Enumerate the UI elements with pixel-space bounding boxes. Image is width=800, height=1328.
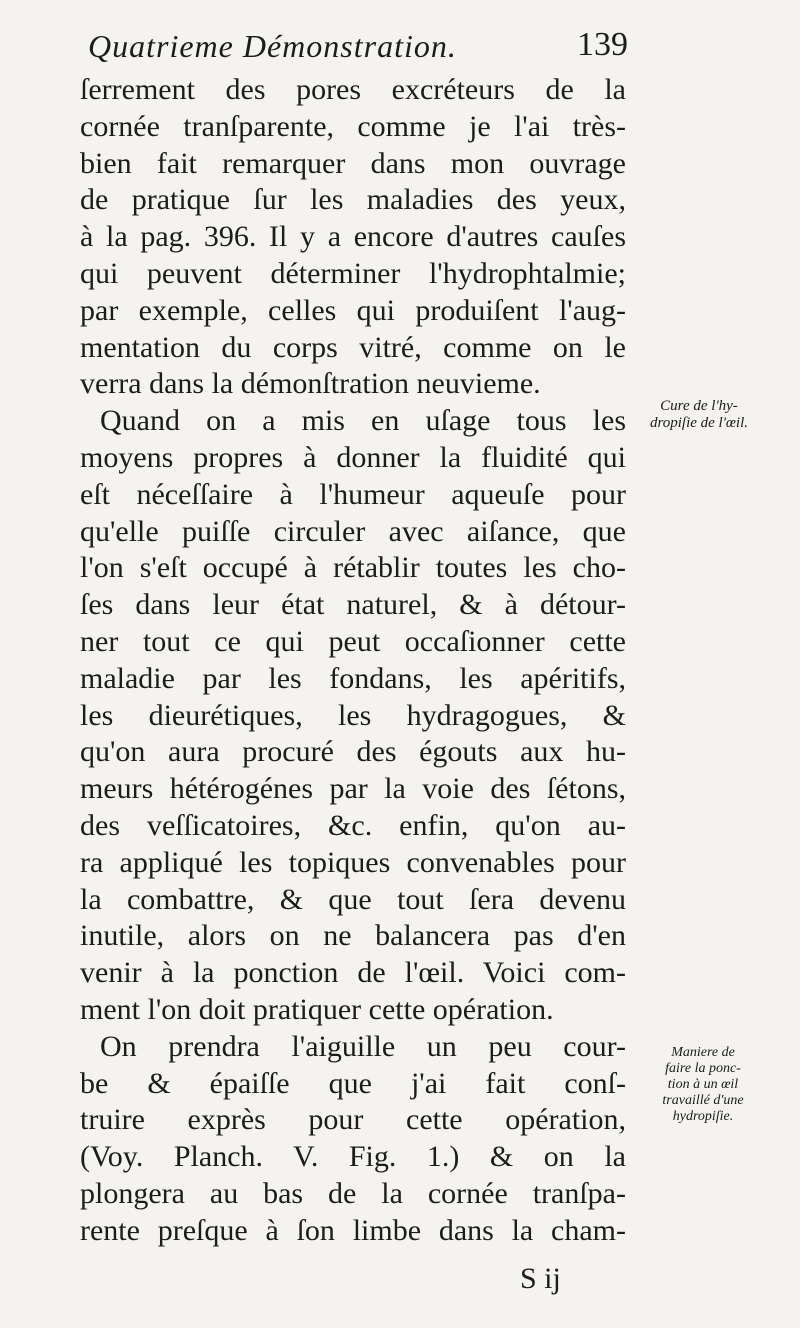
text-line: des veſſicatoires, &c. enfin, qu'on au- bbox=[80, 808, 626, 842]
text-line: par exemple, celles qui produiſent l'aug- bbox=[80, 293, 626, 327]
page-number: 139 bbox=[577, 26, 628, 63]
text-line: ſes dans leur état naturel, & à détour- bbox=[80, 588, 626, 622]
text-line: bien fait remarquer dans mon ouvrage bbox=[80, 146, 626, 180]
margin-note-line: Maniere de bbox=[671, 1045, 735, 1060]
margin-note-line: travaillé d'une bbox=[662, 1093, 744, 1108]
text-line: plongera au bas de la cornée tranſpa- bbox=[80, 1176, 626, 1210]
margin-note-line: Cure de l'hy- bbox=[660, 398, 738, 414]
text-line: cornée tranſparente, comme je l'ai très- bbox=[80, 109, 626, 143]
text-line: l'on s'eſt occupé à rétablir toutes les cho- bbox=[80, 551, 626, 585]
running-title: Quatrieme Démonstration. bbox=[88, 28, 457, 64]
text-line: qui peuvent déterminer l'hydrophtalmie; bbox=[80, 256, 626, 290]
text-line: (Voy. Planch. V. Fig. 1.) & on la bbox=[80, 1140, 626, 1174]
margin-note-line: hydropiſie. bbox=[672, 1109, 734, 1124]
text-line: be & épaiſſe que j'ai fait conſ- bbox=[80, 1066, 626, 1100]
margin-note-line: faire la ponc- bbox=[665, 1061, 741, 1076]
text-line: qu'elle puiſſe circuler avec aiſance, que bbox=[80, 514, 626, 548]
text-line: meurs hétérogénes par la voie des ſétons, bbox=[80, 772, 626, 806]
text-line: ment l'on doit pratiquer cette opération. bbox=[80, 992, 554, 1026]
text-line: ner tout ce qui peut occaſionner cette bbox=[80, 624, 626, 658]
text-line: truire exprès pour cette opération, bbox=[80, 1103, 626, 1137]
text-line: verra dans la démonſtration neuvieme. bbox=[80, 367, 541, 401]
margin-note-line: tion à un œil bbox=[667, 1077, 739, 1092]
text-line: On prendra l'aiguille un peu cour- bbox=[100, 1029, 626, 1063]
text-line: les dieurétiques, les hydragogues, & bbox=[80, 698, 626, 732]
text-line: ſerrement des pores excréteurs de la bbox=[80, 73, 626, 106]
text-line: inutile, alors on ne balancera pas d'en bbox=[80, 919, 626, 953]
signature-mark: S ij bbox=[520, 1262, 561, 1295]
body-text bbox=[80, 72, 626, 1250]
text-line: de pratique ſur les maladies des yeux, bbox=[80, 183, 626, 217]
margin-note-maniere bbox=[630, 1045, 776, 1125]
text-line: ra appliqué les topiques convenables pour bbox=[80, 845, 626, 879]
text-line: maladie par les fondans, les apéritifs, bbox=[80, 661, 626, 695]
margin-note-line: dropiſie de l'œil. bbox=[649, 415, 749, 431]
margin-note-cure bbox=[624, 398, 774, 432]
page-header bbox=[88, 22, 628, 66]
text-line: mentation du corps vitré, comme on le bbox=[80, 330, 626, 364]
text-line: eſt néceſſaire à l'humeur aqueuſe pour bbox=[80, 477, 626, 511]
text-line: moyens propres à donner la fluidité qui bbox=[80, 440, 626, 474]
text-line: à la pag. 396. Il y a encore d'autres cauſes bbox=[80, 220, 626, 254]
text-line: rente preſque à ſon limbe dans la cham- bbox=[80, 1213, 626, 1247]
text-line: venir à la ponction de l'œil. Voici com- bbox=[80, 956, 626, 990]
text-line: qu'on aura procuré des égouts aux hu- bbox=[80, 735, 626, 769]
text-line: la combattre, & que tout ſera devenu bbox=[80, 882, 626, 916]
text-line: Quand on a mis en uſage tous les bbox=[100, 404, 626, 438]
